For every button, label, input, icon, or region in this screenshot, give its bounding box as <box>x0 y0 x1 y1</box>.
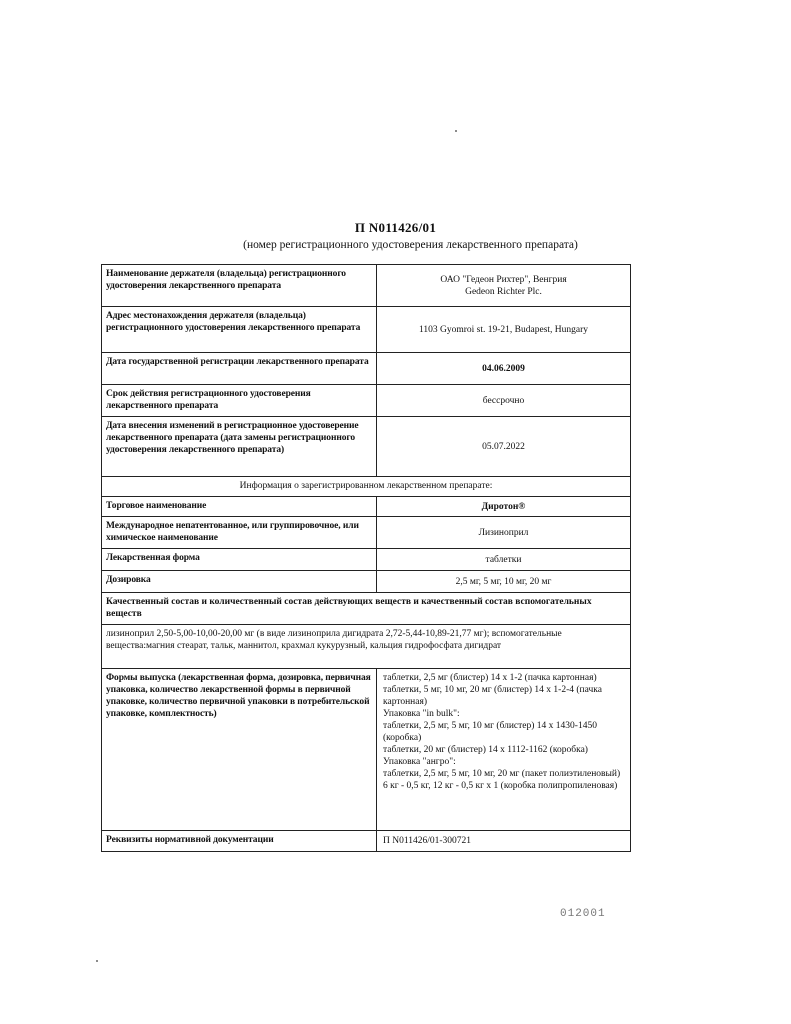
release-line: таблетки, 5 мг, 10 мг, 20 мг (блистер) 14 х 1-2-4 (пачка картонная) <box>383 685 602 707</box>
table-row <box>102 307 630 353</box>
inn-name: Лизиноприл <box>478 527 529 538</box>
row-label: Реквизиты нормативной документации <box>102 831 377 851</box>
row-value <box>377 385 630 416</box>
row-value <box>377 417 630 476</box>
row-value <box>377 353 630 384</box>
registration-date: 04.06.2009 <box>482 363 525 374</box>
row-value <box>377 307 630 352</box>
table-row <box>102 549 630 571</box>
registration-number-caption: (номер регистрационного удостоверения лекарственного препарата) <box>243 239 578 251</box>
table-row <box>102 625 630 669</box>
composition-heading: Качественный состав и количественный состав действующих веществ и качественный состав вспомогательных веществ <box>106 597 592 619</box>
row-label: Торговое наименование <box>102 497 377 516</box>
composition-text: лизиноприл 2,50-5,00-10,00-20,00 мг (в виде лизиноприла дигидрата 2,72-5,44-10,89-21,77 мг); вспомогательные вещества:магния стеарат, тальк, маннитол, крахмал кукурузный, кальция гидрофосфата дигидрат <box>106 629 562 651</box>
row-label: Дата внесения изменений в регистрационное удостоверение лекарственного препарата (дата замены регистрационного удостоверения лекарственного препарата) <box>102 417 377 476</box>
scan-speck <box>96 960 98 962</box>
holder-address: 1103 Gyomroi st. 19-21, Budapest, Hungary <box>418 324 589 335</box>
change-date: 05.07.2022 <box>482 441 525 452</box>
holder-name-en: Gedeon Richter Plc. <box>465 286 542 297</box>
release-line: таблетки, 20 мг (блистер) 14 х 1112-1162 (коробка) <box>383 745 588 755</box>
release-line: Упаковка "in bulk": <box>383 709 460 719</box>
page-stamp-number: 012001 <box>560 908 606 920</box>
row-label: Лекарственная форма <box>102 549 377 570</box>
release-line: таблетки, 2,5 мг, 5 мг, 10 мг, 20 мг (пакет полиэтиленовый) 6 кг - 0,5 кг, 12 кг - 0,5 кг х 1 (коробка полипропиленовая) <box>383 769 621 791</box>
info-section-header: Информация о зарегистрированном лекарственном препарате: <box>239 481 493 491</box>
table-row <box>102 571 630 593</box>
release-line: Упаковка "ангро": <box>383 757 456 767</box>
row-value <box>377 831 630 851</box>
normative-doc-number: П N011426/01-300721 <box>383 836 472 846</box>
row-value <box>377 571 630 592</box>
table-row <box>102 669 630 831</box>
trade-name: Диротон® <box>481 501 526 512</box>
release-forms <box>377 669 630 830</box>
row-value <box>377 265 630 306</box>
row-label: Наименование держателя (владельца) регистрационного удостоверения лекарственного препарата <box>102 265 377 306</box>
table-row <box>102 385 630 417</box>
table-row <box>102 593 630 625</box>
row-label: Срок действия регистрационного удостоверения лекарственного препарата <box>102 385 377 416</box>
table-row <box>102 417 630 477</box>
row-value <box>377 549 630 570</box>
table-row <box>102 497 630 517</box>
table-row <box>102 353 630 385</box>
release-line: таблетки, 2,5 мг (блистер) 14 х 1-2 (пачка картонная) <box>383 673 597 683</box>
dosage-form: таблетки <box>485 554 522 565</box>
table-row <box>102 477 630 497</box>
table-row <box>102 831 630 851</box>
row-label: Дата государственной регистрации лекарственного препарата <box>102 353 377 384</box>
registration-table <box>101 264 631 852</box>
registration-number: П N011426/01 <box>354 220 437 235</box>
row-value <box>377 517 630 548</box>
row-label: Формы выпуска (лекарственная форма, дозировка, первичная упаковка, количество лекарственной формы в первичной упаковке, количество первичной упаковки в потребительской упаковке, комплектность) <box>102 669 377 830</box>
scan-speck <box>455 130 457 132</box>
dosage: 2,5 мг, 5 мг, 10 мг, 20 мг <box>455 576 552 587</box>
table-row <box>102 265 630 307</box>
row-label: Международное непатентованное, или группировочное, или химическое наименование <box>102 517 377 548</box>
validity-period: бессрочно <box>482 395 525 406</box>
release-line: таблетки, 2,5 мг, 5 мг, 10 мг (блистер) 14 х 1430-1450 (коробка) <box>383 721 597 743</box>
document-header <box>0 220 791 253</box>
row-value <box>377 497 630 516</box>
row-label: Адрес местонахождения держателя (владельца) регистрационного удостоверения лекарственного препарата <box>102 307 377 352</box>
row-label: Дозировка <box>102 571 377 592</box>
holder-name-ru: ОАО "Гедеон Рихтер", Венгрия <box>440 274 567 285</box>
table-row <box>102 517 630 549</box>
